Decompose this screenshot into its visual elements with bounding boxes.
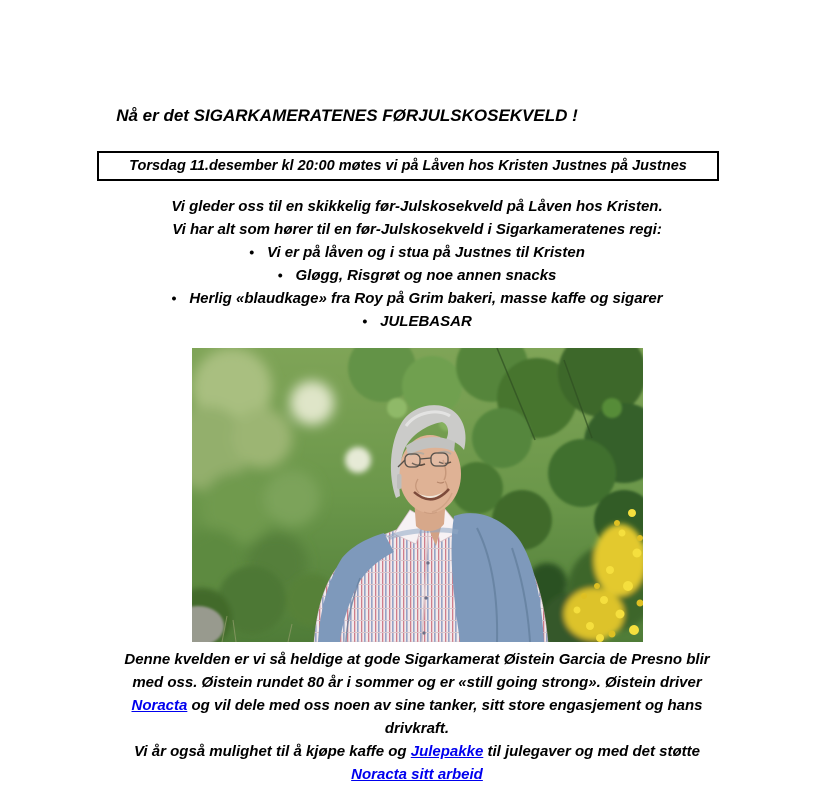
- list-item: [97, 241, 737, 264]
- document-content: [0, 103, 827, 786]
- bullet-icon: •: [277, 267, 283, 283]
- list-item: [97, 264, 737, 287]
- outro-line-4: drivkraft.: [384, 720, 450, 737]
- intro-line-1: Vi gleder oss til en skikkelig før-Julskosekveld på Låven hos Kristen.: [171, 198, 663, 215]
- bullet-text: JULEBASAR: [380, 313, 472, 330]
- link-julepakke[interactable]: Julepakke: [410, 743, 484, 760]
- outro-line-5-text2: til julegaver og med det støtte: [487, 743, 700, 760]
- outro-line-3: [97, 694, 737, 717]
- list-item: [97, 310, 737, 333]
- outro-line-2: med oss. Øistein rundet 80 år i sommer og er «still going strong». Øistein driver: [132, 674, 702, 691]
- bullet-text: Gløgg, Risgrøt og noe annen snacks: [295, 267, 557, 284]
- photo-elderly-man-outdoors: [192, 348, 643, 642]
- outro-line-6: [97, 763, 737, 786]
- intro-line-2: Vi har alt som hører til en før-Julskosekveld i Sigarkameratenes regi:: [172, 221, 662, 238]
- event-banner-text: Torsdag 11.desember kl 20:00 møtes vi på Låven hos Kristen Justnes på Justnes: [129, 158, 687, 174]
- outro-line-5-text1: Vi år også mulighet til å kjøpe kaffe og: [133, 743, 407, 760]
- intro-paragraph: [97, 195, 737, 241]
- photo-illustration: [192, 348, 643, 642]
- bullet-text: Herlig «blaudkage» fra Roy på Grim bakeri, masse kaffe og sigarer: [189, 290, 663, 307]
- bullet-icon: •: [362, 313, 368, 329]
- list-item: [97, 287, 737, 310]
- outro-paragraph: [97, 648, 737, 786]
- outro-line-5: [97, 740, 737, 763]
- bullet-list: [97, 241, 737, 333]
- outro-line-1: Denne kvelden er vi så heldige at gode Sigarkamerat Øistein Garcia de Presno blir: [124, 651, 710, 668]
- event-banner: [97, 151, 719, 181]
- bullet-text: Vi er på låven og i stua på Justnes til Kristen: [267, 244, 585, 261]
- outro-line-3-text: og vil dele med oss noen av sine tanker, sitt store engasjement og hans: [191, 697, 703, 714]
- link-noracta[interactable]: Noracta: [131, 697, 188, 714]
- bullet-icon: •: [249, 244, 255, 260]
- link-noracta-sitt-arbeid[interactable]: Noracta sitt arbeid: [351, 766, 483, 783]
- bullet-icon: •: [171, 290, 177, 306]
- page-title: Nå er det SIGARKAMERATENES FØRJULSKOSEKVELD !: [116, 106, 578, 125]
